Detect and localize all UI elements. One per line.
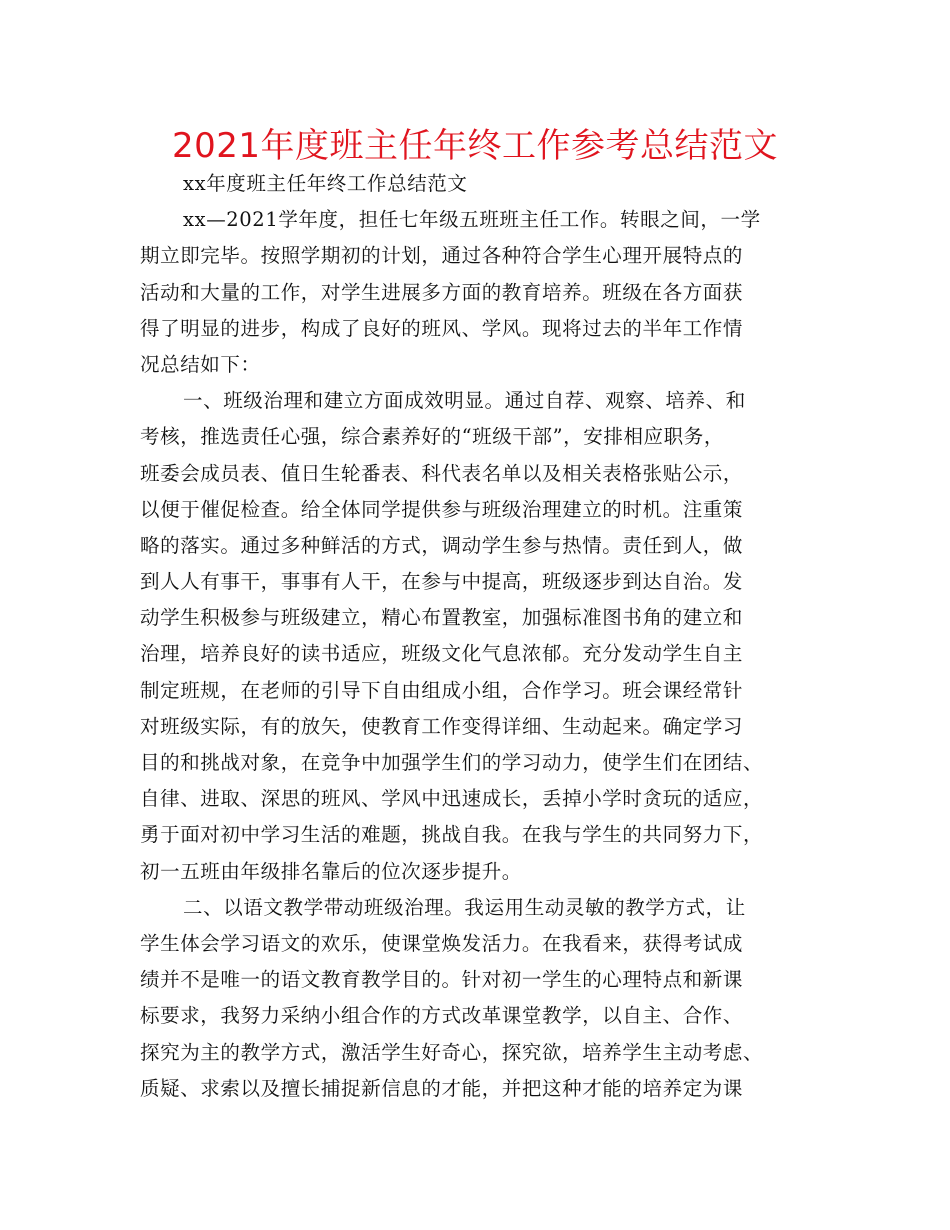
- body-line: 初一五班由年级排名靠后的位次逐步提升。: [140, 859, 522, 883]
- body-line: 期立即完毕。按照学期初的计划，通过各种符合学生心理开展特点的: [140, 244, 744, 268]
- body-line: 活动和大量的工作，对学生进展多方面的教育培养。班级在各方面获: [140, 280, 744, 304]
- body-line: 动学生积极参与班级建立，精心布置教室，加强标准图书角的建立和: [140, 606, 744, 630]
- body-line: 以便于催促检查。给全体同学提供参与班级治理建立的时机。注重策: [140, 497, 744, 521]
- body-line: 制定班规，在老师的引导下自由组成小组，合作学习。班会课经常针: [140, 678, 744, 702]
- body-line: 学生体会学习语文的欢乐，使课堂焕发活力。在我看来，获得考试成: [140, 931, 744, 955]
- body-line: 对班级实际，有的放矢，使教育工作变得详细、生动起来。确定学习: [140, 714, 744, 738]
- body-line: 略的落实。通过多种鲜活的方式，调动学生参与热情。责任到人，做: [140, 533, 744, 557]
- body-line: 二、以语文教学带动班级治理。我运用生动灵敏的教学方式，让: [183, 895, 746, 919]
- body-line: 况总结如下：: [140, 352, 261, 376]
- body-line: 到人人有事干，事事有人干，在参与中提高，班级逐步到达自治。发: [140, 570, 744, 594]
- body-line: xx—2021学年度，担任七年级五班班主任工作。转眼之间，一学: [183, 208, 761, 232]
- body-line: 探究为主的教学方式，激活学生好奇心，探究欲，培养学生主动考虑、: [140, 1040, 764, 1064]
- body-line: 考核，推选责任心强，综合素养好的“班级干部”，安排相应职务，: [140, 425, 724, 449]
- body-line: 班委会成员表、值日生轮番表、科代表名单以及相关表格张贴公示，: [140, 461, 744, 485]
- body-line: 勇于面对初中学习生活的难题，挑战自我。在我与学生的共同努力下，: [140, 823, 764, 847]
- document-title: 2021年度班主任年终工作参考总结范文: [171, 126, 779, 166]
- body-line: 得了明显的进步，构成了良好的班风、学风。现将过去的半年工作情: [140, 316, 744, 340]
- body-line: xx年度班主任年终工作总结范文: [183, 172, 468, 195]
- body-line: 标要求，我努力采纳小组合作的方式改革课堂教学，以自主、合作、: [140, 1004, 744, 1028]
- body-line: 质疑、求索以及擅长捕捉新信息的才能，并把这种才能的培养定为课: [140, 1076, 744, 1100]
- body-line: 治理，培养良好的读书适应，班级文化气息浓郁。充分发动学生自主: [140, 642, 744, 666]
- body-line: 一、班级治理和建立方面成效明显。通过自荐、观察、培养、和: [183, 389, 746, 413]
- body-line: 目的和挑战对象，在竞争中加强学生们的学习动力，使学生们在团结、: [140, 751, 764, 774]
- document-body: [140, 166, 830, 1107]
- body-line: 自律、进取、深思的班风、学风中迅速成长，丢掉小学时贪玩的适应，: [140, 787, 764, 811]
- body-line: 绩并不是唯一的语文教育教学目的。针对初一学生的心理特点和新课: [140, 968, 744, 992]
